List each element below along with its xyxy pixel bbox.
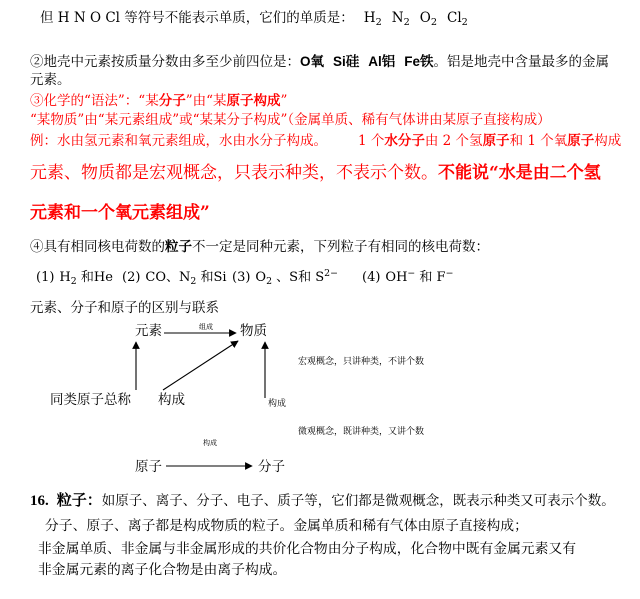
detail-emphasis: 原子 [567,133,595,149]
nuclear-charge-text: ④具有相同核电荷数的 [30,239,165,255]
formula-base: Cl [447,10,462,26]
formula-subscript: 2 [430,17,438,29]
particle-detail-3: 非金属元素的离子化合物是由离子构成。 [38,562,287,578]
warning-line-2: 元素和一个氧元素组成” [30,203,210,223]
node-atom: 原子 [135,459,162,475]
example-formula: H [59,270,71,285]
crust-elements-lead: ②地壳中元素按质量分数由多至少前四位是： [30,54,300,70]
crust-elements-tail: 。铝是地壳中含量最多的金属 [433,54,610,70]
detail-text: 由 2 个氢 [424,133,483,149]
example-text: 和Si [196,270,227,285]
element-iron: Fe铁 [404,54,434,69]
formula-base: O [419,10,431,26]
particle-detail-2: 非金属单质、非金属与非金属形成的共价化合物由分子构成，化合物中既有金属元素又有 [38,541,577,557]
formula-base: N [391,10,404,26]
particle-term: 粒子： [56,491,102,509]
particle-detail-1: 分子、原子、离子都是构成物质的粒子。金属单质和稀有气体由原子直接构成； [45,518,528,534]
detail-text: 1 个 [358,133,385,149]
example-formula: CO、N [145,270,191,285]
formula-subscript: 2 [461,17,468,29]
node-substance: 物质 [240,323,267,339]
formula-subscript: 2 [403,17,410,29]
nuclear-charge-emphasis: 粒子 [165,239,192,255]
example-text: 、S和 S [272,270,325,285]
node-element: 元素 [135,323,162,339]
item-number: 16. [30,493,49,509]
example-subscript: 2 [266,276,273,288]
formula-base: H [363,10,376,26]
label-constitute-right: 构成 [268,399,287,409]
note-micro-concept: 微观概念，既讲种类，又讲个数 [298,427,425,437]
warning-emphasis: 不能说“水是由二个氢 [438,163,601,183]
example-subscript: 2 [70,276,77,288]
symbol-list: H N O Cl [57,10,120,26]
label-compose: 组成 [199,323,213,331]
label-atom-class: 同类原子总称 [50,392,131,408]
element-silicon: Si硅 [333,54,360,69]
particle-definition-line [30,490,615,511]
label-constitute-left: 构成 [158,392,185,408]
grammar-emphasis: 分子 [158,93,186,109]
example-text: 和He [76,270,113,285]
particle-definition: 如原子、离子、分子、电子、质子等，它们都是微观概念，既表示种类又可表示个数。 [101,493,615,509]
symbol-note-text: 等符号不能表示单质，它们的单质是： [124,10,354,26]
example-label: (3) [232,270,251,285]
element-oxygen: O氧 [300,54,325,69]
example-text: 和 F [415,270,446,285]
diagram-title: 元素、分子和原子的区别与联系 [30,300,219,316]
crust-elements-continuation: 元素。 [30,72,71,88]
formula-subscript: 2 [375,17,382,29]
symbol-note-lead: 但 [40,10,54,26]
warning-statement: 元素、物质都是宏观概念，只表示种类，不表示个数。 [30,163,438,183]
detail-text: 构成 [594,133,622,149]
example-label: (4) [362,270,381,285]
example-superscript: − [445,267,454,279]
nuclear-charge-text: 不一定是同种元素，下列粒子有相同的核电荷数： [192,239,489,255]
grammar-text: ”由“某 [185,93,227,109]
label-constitute-bottom: 构成 [203,439,217,447]
element-aluminum: Al铝 [368,54,396,69]
example-subscript: 2 [190,276,197,288]
water-example: 例：水由氢元素和氧元素组成，水由水分子构成。 [30,133,327,149]
node-molecule: 分子 [258,459,285,475]
note-macro-concept: 宏观概念，只讲种类，不讲个数 [298,357,425,367]
substance-rule-line: “某物质”由“某元素组成”或“某某分子构成”（金属单质、稀有气体讲由某原子直接构成） [30,112,551,128]
grammar-text: ③化学的“语法”：“某 [30,93,159,109]
grammar-emphasis: 原子构成 [226,93,281,109]
grammar-text: ” [280,93,288,109]
arrow-atom-to-substance [163,341,238,390]
example-superscript: 2− [324,267,338,279]
detail-emphasis: 水分子 [384,133,425,149]
example-formula: OH [385,270,408,285]
example-formula: O [255,270,267,285]
example-label: (1) [36,270,55,285]
detail-emphasis: 原子 [482,133,510,149]
example-superscript: − [407,267,416,279]
example-label: (2) [122,270,141,285]
detail-text: 和 1 个氧 [509,133,568,149]
